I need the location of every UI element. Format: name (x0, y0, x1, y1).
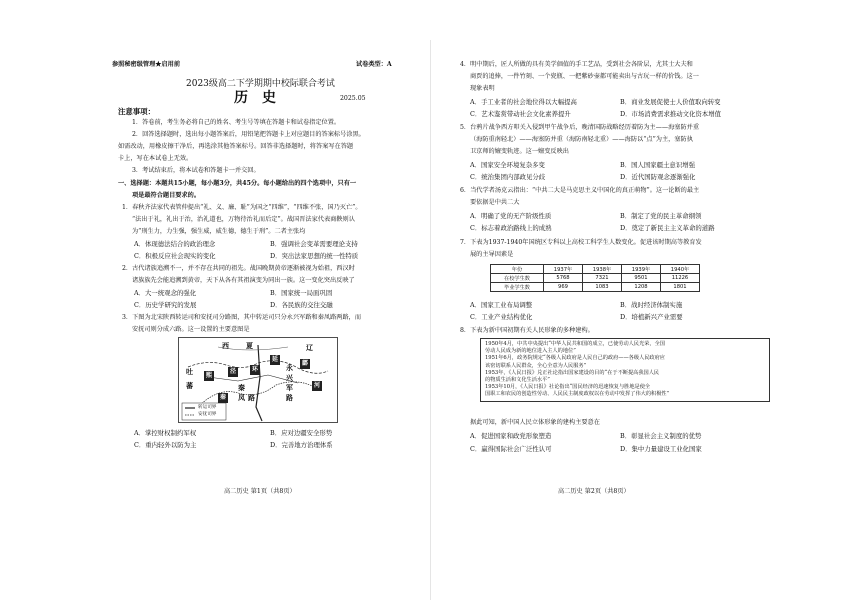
q5-option-a[interactable]: A．国家安全环境复杂多变 (470, 161, 545, 169)
q8-stem: 8．下表为新中国初期有关人民形象的多种建构。 (460, 327, 594, 334)
table-header-cell: 1939年 (622, 265, 661, 274)
notice-title: 注意事项： (118, 107, 155, 116)
q8-quote-box (480, 338, 770, 402)
q4-stem-1: 4．明中期后，匠人所做的具有美学価值的手工艺品，受到社会各阶层，尤其士大夫和 (460, 61, 693, 68)
table-cell: 9501 (622, 274, 661, 283)
map-label-he: 河 (313, 382, 320, 389)
q7-stem-1: 7．下表为1937-1940年国统区专科以上高校工科学生人数变化。促进该时期高等教育发 (460, 239, 702, 246)
q2-option-d[interactable]: D．各民族的交往交融 (270, 301, 333, 309)
q4-stem-2: 商贾的追捧，一件竹刻、一个瓷瓶、一把紫砂壶都可能卖出与古玩一样的价钱。这一 (470, 73, 699, 80)
table-header-cell: 年份 (491, 265, 544, 274)
q6-option-b[interactable]: B．制定了党的民主革命纲领 (620, 212, 702, 220)
table-cell: 11226 (661, 274, 700, 283)
subject-title: 历 史 (234, 90, 276, 106)
q2-option-a[interactable]: A．大一统观念的强化 (134, 289, 197, 297)
q5-option-d[interactable]: D．近代国防观念逐渐强化 (620, 173, 696, 181)
q4-option-b[interactable]: B．商业发展促使士人价值取向转变 (620, 98, 721, 106)
q3-option-b[interactable]: B．应对边疆安全形势 (270, 429, 333, 437)
q1-option-d[interactable]: D．突出法家思想的统一性特质 (270, 252, 359, 260)
confidential-label: 参照秘密级管理★启用前 (112, 61, 181, 68)
table-cell: 1801 (661, 283, 700, 292)
exam-date: 2025.05 (340, 95, 366, 102)
map-label-xia: 夏 (246, 341, 253, 350)
table-cell: 5768 (544, 274, 583, 283)
q8-quote-line-7: 1953年10月，《人民日报》社论指出“国民经济的迅速恢复与胜地是使全 (485, 384, 651, 391)
section1-line-2: 项是最符合题目要求的。 (132, 192, 201, 199)
table-cell: 1083 (583, 283, 622, 292)
q2-stem-1: 2．古代诸族追溯不一，并不存在共同的祖先。战国晚期黄帝逐渐被视为始祖，西汉时 (122, 265, 355, 272)
q8-after: 据此可知，新中国人民立体形象的建构主要意在 (470, 419, 600, 426)
q3-option-c[interactable]: C．重内轻外以防为主 (134, 441, 197, 449)
q1-option-c[interactable]: C．积极反应社会现实的变化 (134, 252, 216, 260)
map-legend-transport: 转运司界 (198, 405, 217, 410)
map-label-feng: 凤 (238, 393, 245, 402)
q7-option-b[interactable]: B．战时经济体制实施 (620, 301, 683, 309)
q1-stem-1: 1．春秋齐法家代表管仲提出“礼、义、廉、耻”为国之“四维”，“四维不张，国乃灭亡”。 (122, 204, 362, 211)
map-legend-pacification: 安抚司界 (198, 412, 217, 417)
map-label-yan: 延 (271, 356, 278, 363)
q8-quote-line-1: 1950年4月，中共中央提出“中华人民共和国的成立，已使劳动人民光荣，全国 (485, 341, 665, 347)
q3-stem-2: 安抚司则分成六路。这一设置的主要意图是 (132, 326, 250, 333)
map-label-yong: 永 (286, 363, 293, 372)
table-cell: 1208 (622, 283, 661, 292)
q6-stem-1: 6．当代学者汤克云指出：“中共二大是马克思主义中国化的真正萌物”。这一论断的最主 (460, 187, 700, 194)
q8-quote-line-8: 国职工和农民的创造性劳动、人民民主制度政权以在劳动中发挥了伟大的积极性” (485, 391, 670, 398)
notice-line-3: 如需改动，用橡皮擦干净后，再选涂其他答案标号。回答非选择题时，将答案写在答题 (118, 143, 354, 150)
page-left (0, 0, 430, 608)
q5-option-c[interactable]: C．统治集团内部政见分歧 (470, 173, 546, 181)
q5-stem-2: （海防重南轻北）——海塞防并重（海防南轻北重）——海防以“点”为主，塞防执 (470, 136, 693, 143)
q3-option-d[interactable]: D．完善地方治理体系 (270, 441, 333, 449)
notice-line-1: 1．答卷前，考生务必将自己的姓名、考生号等填在答题卡和试卷指定位置。 (132, 119, 341, 126)
map-label-xing: 兴 (286, 373, 293, 382)
notice-line-5: 3．考试结束后，将本试卷和答题卡一并交回。 (132, 167, 260, 174)
q1-option-a[interactable]: A．体现德法结合的政治理念 (134, 240, 216, 248)
q8-quote-line-5: 1953年，《人民日报》兑正社论指出国家建设的目的“在于不断提高我国人民 (485, 369, 660, 376)
table-row (491, 283, 700, 292)
q4-option-d[interactable]: D．市场消费需求推动文化资本增值 (620, 110, 721, 118)
table-cell: 969 (544, 283, 583, 292)
map-label-lu1: 路 (286, 393, 293, 402)
table-cell: 7321 (583, 274, 622, 283)
map-label-qin2: 秦 (219, 394, 226, 401)
q1-stem-2: “法出于礼，礼出于治，治礼道也，万物待治礼而后定”。战国晋法家代表商鞅则认 (132, 216, 355, 223)
footer-page-2: 高二历史 第2页（共8页） (558, 488, 630, 495)
q6-stem-2: 要依据是中共二大 (470, 199, 520, 206)
q6-option-a[interactable]: A．明确了党的无产阶级性质 (470, 212, 552, 220)
map-label-jun: 军 (286, 383, 293, 392)
map-label-xi: 西 (222, 341, 229, 350)
q3-option-a[interactable]: A．掌控财权制约军权 (134, 429, 197, 437)
table-header-cell: 1937年 (544, 265, 583, 274)
section1-line-1: 一、选择题：本题共15小题，每小题3分，共45分。每小题给出的四个选项中，只有一 (118, 180, 357, 187)
q7-option-a[interactable]: A．国家工业布局调整 (470, 301, 533, 309)
q8-option-c[interactable]: C．赢得国际社会广泛性认可 (470, 445, 552, 453)
table-cell: 在校学生数 (491, 274, 544, 283)
q6-option-d[interactable]: D．奠定了新民主主义革命的道路 (620, 224, 715, 232)
q4-option-c[interactable]: C．艺术鉴赏带动社会文化素养提升 (470, 110, 571, 118)
q2-stem-2: 诸族族先会能追溯到黄帝，天下从各有其祖演变为同出一族。这一变化突出反映了 (132, 277, 355, 284)
q7-stem-2: 展的主导因素是 (470, 251, 514, 258)
q8-quote-line-3: 1951年6月，政务院规定“各级人民政府是人民自己的政府——各级人民政府应 (485, 355, 665, 362)
map-label-bo: 蕃 (186, 381, 193, 390)
q6-option-c[interactable]: C．标志着政治路线上的成熟 (470, 224, 552, 232)
q4-option-a[interactable]: A．手工业者的社会地位得以大幅提高 (470, 98, 577, 106)
q2-option-c[interactable]: C．历史学研究的发展 (134, 301, 197, 309)
table-header-row (491, 265, 700, 274)
exam-title: 2023级高二下学期期中校际联合考试 (186, 79, 335, 89)
q8-quote-line-4: 该密切联系人民群众，全心全意为人民服务” (485, 362, 587, 369)
q8-option-a[interactable]: A．促进国家和政党形象塑造 (470, 432, 552, 440)
q5-stem-3: 卫京师的嬗变轨迹。这一嬗变反映出 (470, 148, 569, 155)
map-label-xi2: 熙 (205, 372, 212, 379)
map-label-jing: 泾 (229, 368, 236, 375)
q8-option-b[interactable]: B．彰显社会主义制度的优势 (620, 432, 702, 440)
song-shaanxi-map (178, 337, 338, 423)
map-label-lu2: 路 (248, 393, 255, 402)
table-cell: 毕业学生数 (491, 283, 544, 292)
q4-stem-3: 现象表明 (470, 85, 495, 92)
footer-page-1: 高二历史 第1页（共8页） (224, 488, 296, 495)
notice-line-2: 2．回答选择题时，选出每小题答案后，用铅笔把答题卡上对应题目的答案标号涂黑。 (132, 131, 365, 138)
q3-stem-1: 3．下图为北宋陕西转运司和安抚司分路图，其中转运司只分永兴军路和秦凤路两路，而 (122, 314, 362, 321)
q8-option-d[interactable]: D．集中力量建设工业化国家 (620, 445, 702, 453)
table-header-cell: 1938年 (583, 265, 622, 274)
q8-quote-line-6: 的物质生活和文化生活水平” (485, 377, 550, 384)
q5-option-b[interactable]: B．国人国家疆土意识增强 (620, 161, 695, 169)
page-right (430, 0, 861, 608)
q7-option-d[interactable]: D．培植新兴产业需要 (620, 313, 683, 321)
table-row (491, 274, 700, 283)
q2-option-b[interactable]: B．国家统一局面巩固 (270, 289, 333, 297)
q8-quote-line-2: 劳动人民成为新的地位进入主人的地位” (485, 348, 576, 355)
notice-line-4: 卡上，写在本试卷上无效。 (118, 155, 193, 162)
q5-stem-1: 5．台鸦片战争西方叩关入侵到甲午战争后，晚清国防战略经历着防为主——海塞防并重 (460, 124, 700, 131)
q7-data-table (490, 264, 700, 292)
map-label-fu: 鄜 (301, 360, 308, 367)
q1-option-b[interactable]: B．强调社会变革需要理论支持 (270, 240, 358, 248)
map-label-tu: 吐 (186, 367, 193, 376)
table-header-cell: 1940年 (661, 265, 700, 274)
q7-option-c[interactable]: C．工业产业结构优化 (470, 313, 533, 321)
map-label-qin: 秦 (238, 383, 245, 392)
q1-stem-3: 为“刑生力，力生强，强生威，威生德，德生于刑”。二者主张均 (132, 228, 306, 235)
map-label-huan: 环 (251, 366, 258, 373)
exam-type-label: 试卷类型：A (356, 61, 392, 68)
map-label-liao: 辽 (306, 343, 313, 352)
